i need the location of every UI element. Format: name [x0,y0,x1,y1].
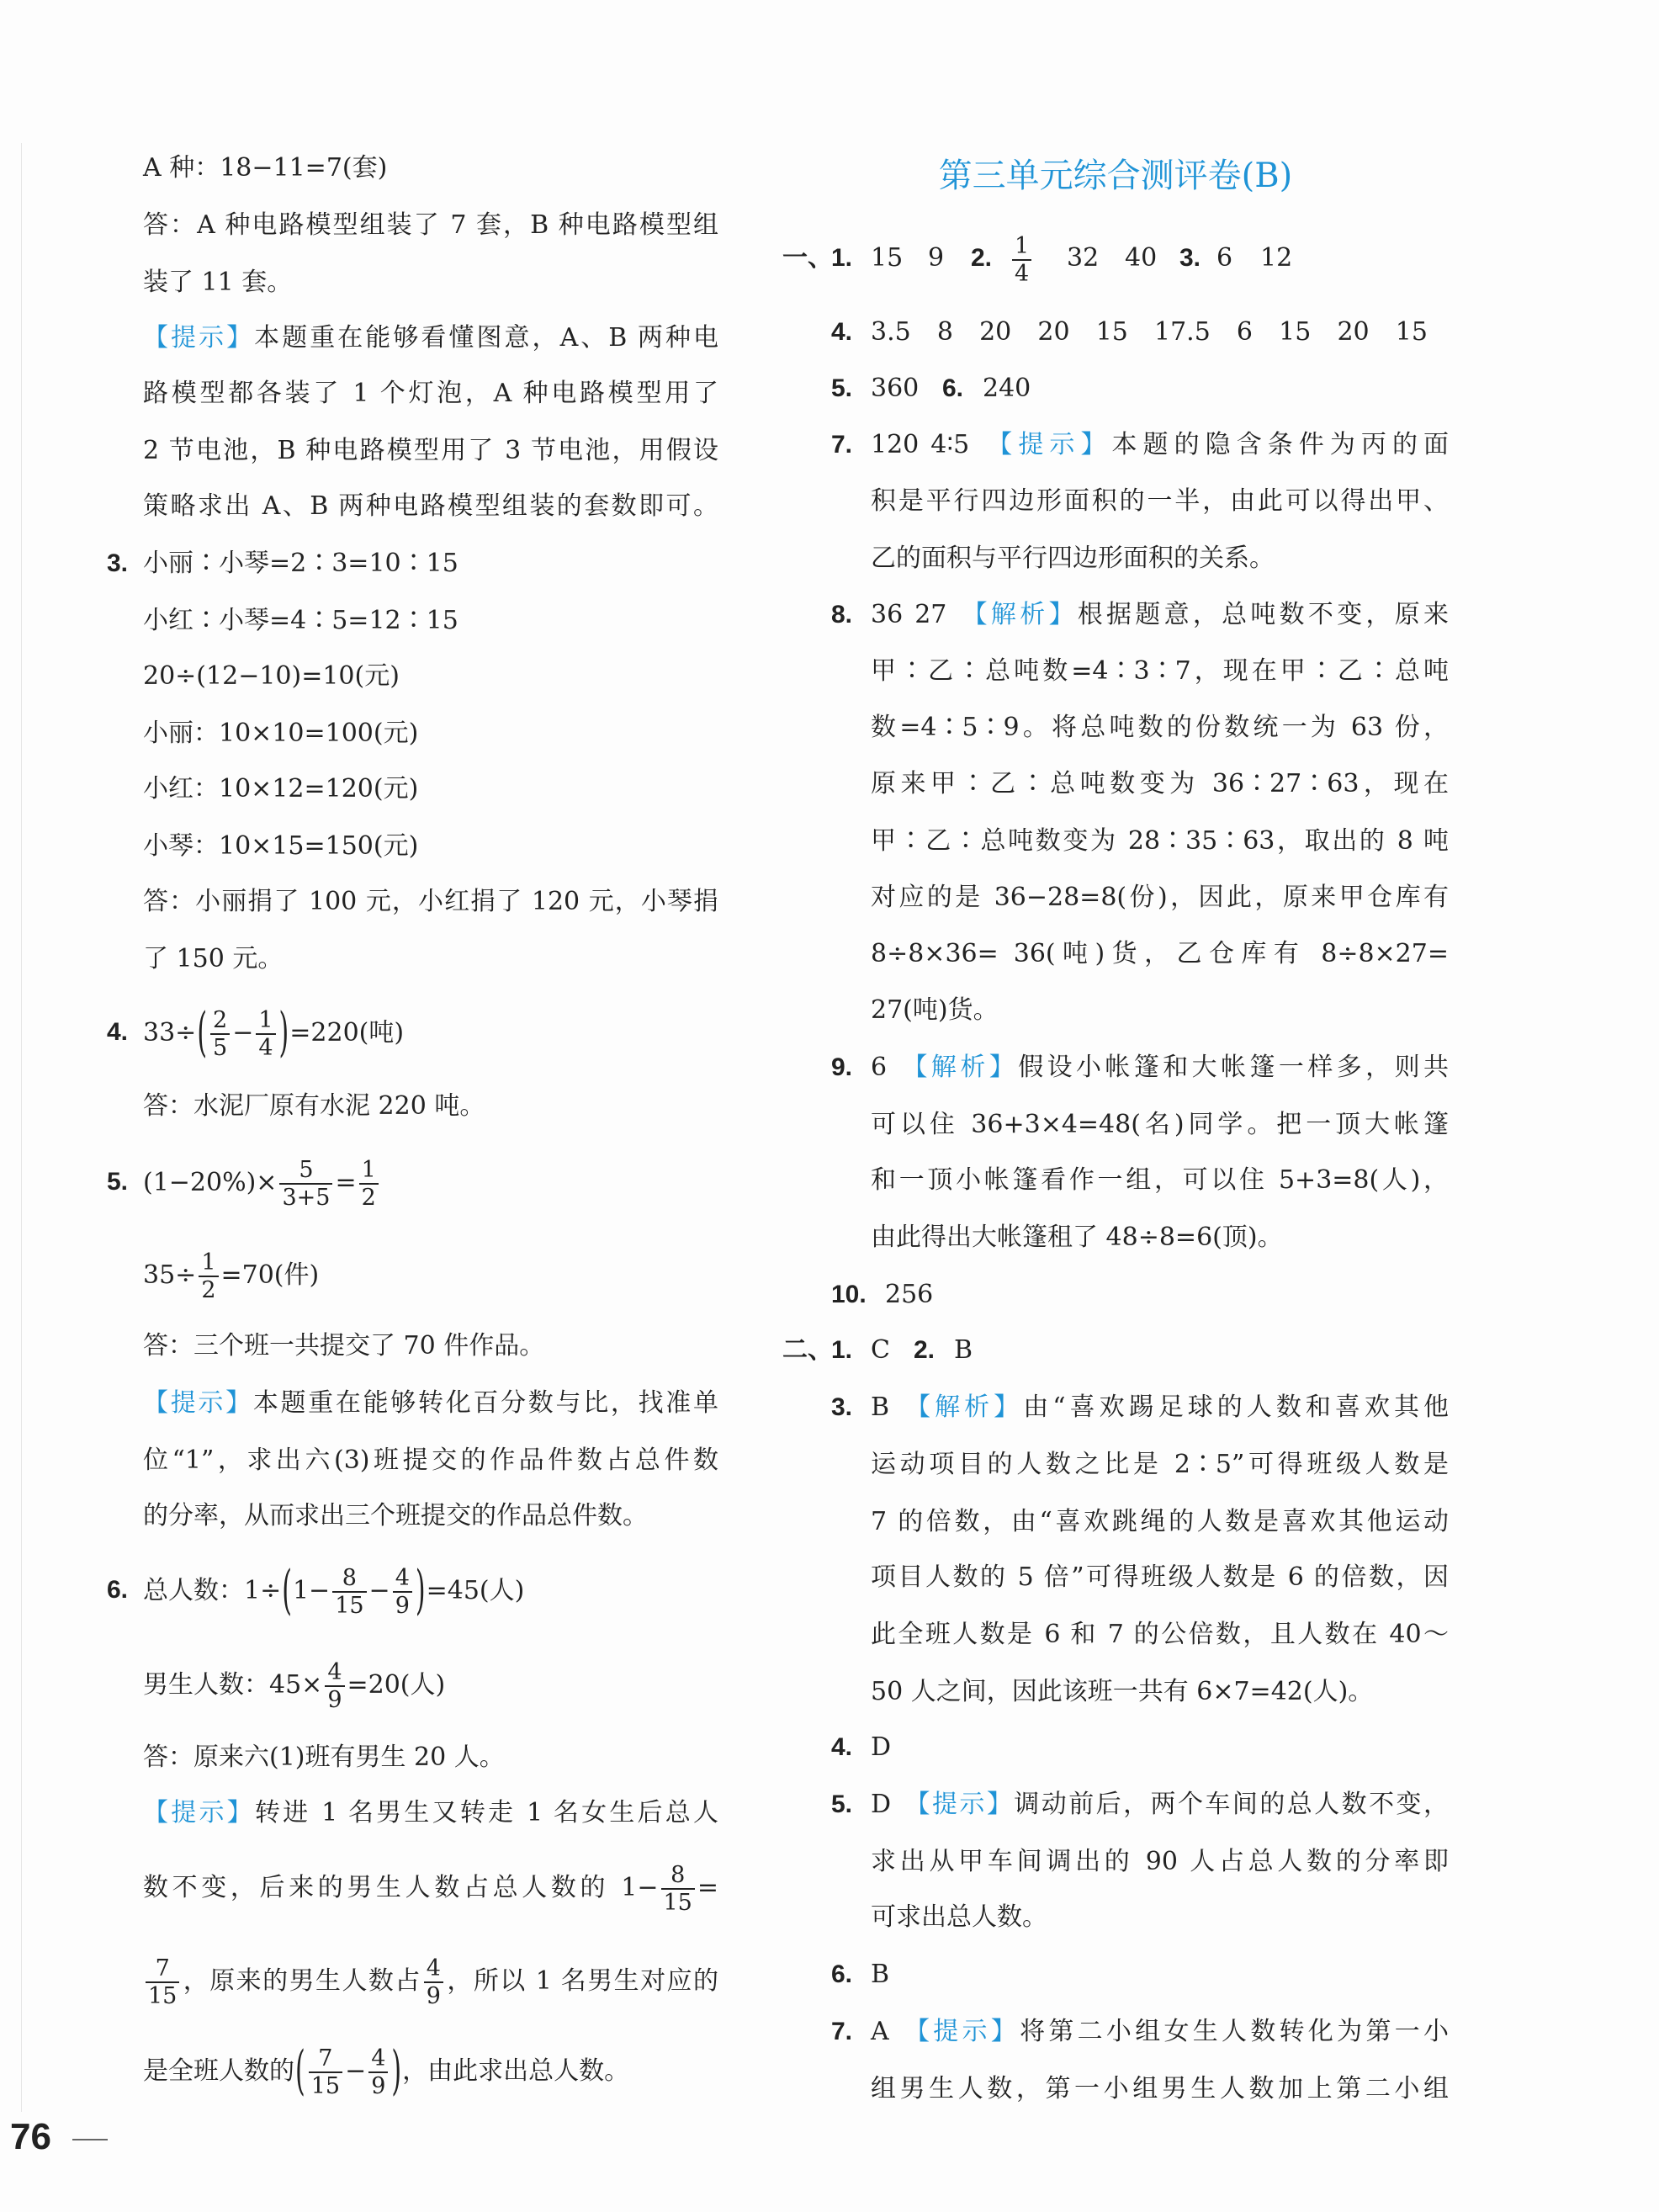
answer-value: 20 [1337,317,1370,347]
analysis-text: 假设小帐篷和大帐篷一样多，则共 [1018,1053,1450,1082]
question-number: 4. [831,318,853,346]
answer-value: 27 [914,600,947,629]
answer-value: 256 [885,1280,934,1309]
analysis-line: 数=4∶5∶9。将总吨数的份数统一为 63 份， [871,713,1449,742]
answer-value: 20 [1037,317,1070,347]
text-line: A 种：18−11=7(套) [143,153,388,183]
numerator: 8 [332,1565,366,1593]
numerator: 7 [146,1955,179,1983]
text-line: 小红∶小琴=4∶5=12∶15 [143,606,458,635]
answer-line [871,1780,1449,1830]
answer-value: 36 [871,600,904,629]
denominator: 4 [258,1035,273,1061]
question-number: 3. [107,549,129,577]
fraction [393,1565,412,1619]
answer-value: 32 [1067,243,1100,273]
denominator: 4 [1015,261,1030,287]
operator: − [232,1018,254,1048]
math-line [143,1560,718,1622]
big-paren-left: ( [197,1002,208,1064]
question-number: 6. [942,374,964,402]
question-number: 2. [914,1336,936,1364]
expr-text: 1− [292,1576,331,1605]
denominator: 9 [371,2073,386,2099]
hint-text: 调动前后，两个车间的总人数不变， [1014,1790,1449,1819]
analysis-line: 原来甲∶乙∶总吨数变为 36∶27∶63，现在 [871,769,1449,798]
hint-text: ，原来的男生人数占 [182,1966,421,1996]
answer-value: 15 [871,243,904,273]
fraction [279,1157,332,1211]
answer-value: 6 [1236,317,1254,347]
answer-value: B [871,1960,890,1989]
margin-rule [21,143,22,2112]
hint-text: 转进 1 名男生又转走 1 名女生后总人 [254,1798,718,1827]
answer-line: 装了 11 套。 [143,268,293,297]
analysis-line: 甲∶乙∶总吨数=4∶3∶7，现在甲∶乙∶总吨 [871,656,1449,686]
hint-line: 积是平行四边形面积的一半，由此可以得出甲、 [871,486,1449,516]
hint-text: 本题重在能够转化百分数与比，找准单 [252,1388,719,1418]
question-number: 3. [1179,244,1201,272]
expr-text: (1−20%)× [143,1168,278,1197]
big-paren-right: ) [278,1002,289,1064]
answer-line: 答：水泥厂原有水泥 220 吨。 [143,1091,485,1121]
denominator: 9 [426,1983,441,2009]
analysis-line: 27(吨)货。 [871,995,999,1025]
answer-line [871,420,1449,470]
numerator: 4 [424,1955,443,1983]
answer-value: 6 [871,1053,888,1082]
hint-tag: 【提示】 [143,1388,253,1418]
denominator: 2 [201,1277,216,1303]
hint-text: 是全班人数的 [143,2056,294,2086]
section-label: 二、 [782,1335,833,1365]
answer-row [871,307,1428,358]
fraction [256,1007,275,1061]
hint-line [143,1788,718,1838]
answer-value: 4∶5 [930,430,970,459]
analysis-line: 此全班人数是 6 和 7 的公倍数，且人数在 40～ [871,1620,1449,1649]
question-number: 6. [831,1960,853,1988]
fraction [1012,233,1031,287]
answer-line [871,1042,1449,1093]
expr-text: 总人数：1÷ [143,1576,282,1605]
answer-value: B [871,1392,890,1422]
answer-line [871,2007,1449,2057]
answer-line: 答：原来六(1)班有男生 20 人。 [143,1743,505,1772]
hint-line [143,2040,718,2103]
answer-line [871,1382,1449,1433]
question-number: 4. [107,1018,129,1046]
hint-line [143,1378,718,1429]
question-number: 3. [831,1393,853,1421]
hint-line [143,1955,718,2009]
denominator: 15 [148,1983,178,2009]
fraction [210,1007,230,1061]
denominator: 15 [310,2073,341,2099]
fraction [368,2045,388,2099]
hint-tag: 【提示】 [903,1790,1015,1819]
analysis-line: 50 人之间，因此该班一共有 6×7=42(人)。 [871,1677,1374,1706]
answer-value: 40 [1125,243,1158,273]
operator: − [368,1576,390,1605]
hint-tag: 【提示】 [143,1798,255,1827]
math-line [143,1659,718,1713]
section-label: 一、 [782,243,833,273]
hint-tag: 【提示】 [143,323,255,353]
question-number: 1. [831,1336,853,1364]
operator: = [335,1168,357,1197]
numerator: 1 [199,1249,218,1277]
hint-line [143,313,718,363]
expr-text: =20(人) [347,1670,446,1700]
denominator: 5 [213,1035,228,1061]
hint-tag: 【提示】 [981,430,1112,459]
numerator: 8 [661,1862,695,1890]
answer-value: 120 [871,430,920,459]
question-number: 8. [831,601,853,629]
hint-text: 本题重在能够看懂图意，A、B 两种电 [254,323,719,353]
math-line [143,1249,718,1303]
hint-line: 可求出总人数。 [871,1902,1047,1932]
answer-value: 20 [979,317,1012,347]
text-line: 小红：10×12=120(元) [143,774,419,804]
analysis-tag: 【解析】 [958,600,1078,629]
denominator: 2 [361,1185,376,1211]
question-number: 2. [971,244,993,272]
answer-value: C [871,1335,890,1365]
numerator: 1 [1012,233,1031,261]
hint-line: 路模型都各装了 1 个灯泡，A 种电路模型用了 [143,379,718,408]
answer-value: 15 [1395,317,1428,347]
question-number: 10. [831,1281,867,1308]
numerator: 2 [210,1007,230,1035]
hint-line: 组男生人数，第一小组男生人数加上第二小组 [871,2074,1449,2103]
answer-value: 6 [1216,243,1233,273]
math-line [143,1002,718,1064]
answer-value: 8 [936,317,953,347]
answer-line: 答：三个班一共提交了 70 件作品。 [143,1331,545,1361]
hint-text: 数不变，后来的男生人数占总人数的 1− [143,1873,659,1902]
operator: = [697,1873,718,1902]
question-number: 7. [831,2018,853,2045]
expr-text: 33÷ [143,1018,197,1048]
big-paren-left: ( [295,2040,305,2103]
question-number: 7. [831,431,853,459]
hint-tag: 【提示】 [900,2017,1020,2046]
hint-line: 位“1”，求出六(3)班提交的作品件数占总件数 [143,1445,718,1475]
fraction [309,2045,342,2099]
fraction [199,1249,218,1303]
question-number: 6. [107,1576,129,1604]
text-line: 小丽∶小琴=2∶3=10∶15 [143,549,458,578]
answer-value: 360 [871,374,920,403]
question-number: 9. [831,1053,853,1081]
answer-line: 答：小丽捐了 100 元，小红捐了 120 元，小琴捐 [143,887,718,916]
page-number: 76 [10,2116,51,2157]
numerator: 1 [359,1157,379,1185]
page-number-rule [72,2139,108,2140]
answer-value: 3.5 [871,317,911,347]
hint-line: 乙的面积与平行四边形面积的关系。 [871,544,1275,573]
answer-value: 9 [928,243,945,273]
hint-line: 的分率，从而求出三个班提交的作品总件数。 [143,1501,648,1530]
answer-line [871,590,1449,640]
answer-value: 12 [1260,243,1293,273]
text-line: 20÷(12−10)=10(元) [143,661,400,691]
answer-value: B [954,1335,973,1365]
answer-value: 240 [983,374,1031,403]
analysis-text: 根据题意，总吨数不变，原来 [1077,600,1450,629]
fraction [359,1157,379,1211]
question-number: 5. [107,1168,129,1196]
fraction [146,1955,179,2009]
denominator: 3+5 [282,1185,331,1211]
denominator: 15 [335,1593,364,1619]
analysis-line: 8÷8×36= 36(吨)货，乙仓库有 8÷8×27= [871,939,1449,968]
answer-value: 17.5 [1154,317,1211,347]
section-title: 第三单元综合测评卷(B) [938,156,1293,195]
text-line: 小丽：10×10=100(元) [143,719,419,748]
analysis-tag: 【解析】 [898,1053,1019,1082]
expr-text: =45(人) [426,1576,525,1605]
analysis-line: 和一顶小帐篷看作一组，可以住 5+3=8(人)， [871,1165,1449,1195]
fraction [332,1565,366,1619]
question-number: 4. [831,1733,853,1761]
fraction [424,1955,443,2009]
analysis-tag: 【解析】 [901,1392,1024,1422]
analysis-line: 7 的倍数，由“喜欢跳绳的人数是喜欢其他运动 [871,1507,1449,1536]
fraction [325,1659,344,1713]
hint-line: 求出从甲车间调出的 90 人占总人数的分率即 [871,1847,1449,1876]
fraction [661,1862,695,1916]
answer-value: A [871,2017,889,2046]
analysis-line: 甲∶乙∶总吨数变为 28∶35∶63，取出的 8 吨 [871,826,1449,856]
analysis-text: 由“喜欢踢足球的人数和喜欢其他 [1023,1392,1450,1422]
answer-value: D [871,1732,892,1762]
analysis-line: 项目人数的 5 倍”可得班级人数是 6 的倍数，因 [871,1562,1449,1592]
expr-text: =70(件) [220,1260,320,1290]
question-number: 5. [831,374,853,402]
numerator: 1 [256,1007,275,1035]
denominator: 9 [395,1593,410,1619]
expr-text: 男生人数：45× [143,1670,323,1700]
big-paren-left: ( [282,1560,292,1622]
text-line: 小琴：10×15=150(元) [143,831,419,861]
numerator: 4 [393,1565,412,1593]
hint-text: 本题的隐含条件为丙的面 [1111,430,1449,459]
big-paren-right: ) [391,2040,402,2103]
numerator: 4 [325,1659,344,1687]
hint-text: 将第二小组女生人数转化为第一小 [1020,2017,1450,2046]
operator: − [345,2056,367,2086]
analysis-line: 由此得出大帐篷租了 48÷8=6(顶)。 [871,1223,1283,1252]
question-number: 1. [831,244,853,272]
answer-value: 15 [1095,317,1128,347]
answer-value: 15 [1279,317,1312,347]
analysis-line: 可以住 36+3×4=48(名)同学。把一顶大帐篷 [871,1110,1449,1139]
hint-line: 策略求出 A、B 两种电路模型组装的套数即可。 [143,491,718,521]
denominator: 15 [663,1890,692,1916]
question-number: 5. [831,1790,853,1818]
hint-line [143,1862,718,1916]
hint-text: ，由此求出总人数。 [402,2056,630,2086]
denominator: 9 [327,1687,342,1713]
numerator: 7 [309,2045,342,2073]
analysis-line: 对应的是 36−28=8(份)，因此，原来甲仓库有 [871,883,1449,912]
answer-line: 了 150 元。 [143,944,284,973]
answer-line: 答：A 种电路模型组装了 7 套，B 种电路模型组 [143,210,718,240]
analysis-line: 运动项目的人数之比是 2∶5”可得班级人数是 [871,1450,1449,1479]
numerator: 5 [279,1157,332,1185]
expr-text: 35÷ [143,1260,197,1290]
hint-text: ，所以 1 名男生对应的 [445,1966,718,1996]
answer-value [1010,233,1034,287]
big-paren-right: ) [415,1560,426,1622]
math-line [143,1157,718,1211]
expr-text: =220(吨) [289,1018,405,1048]
hint-line: 2 节电池，B 种电路模型用了 3 节电池，用假设 [143,436,718,465]
answer-value: D [871,1790,892,1819]
numerator: 4 [368,2045,388,2073]
